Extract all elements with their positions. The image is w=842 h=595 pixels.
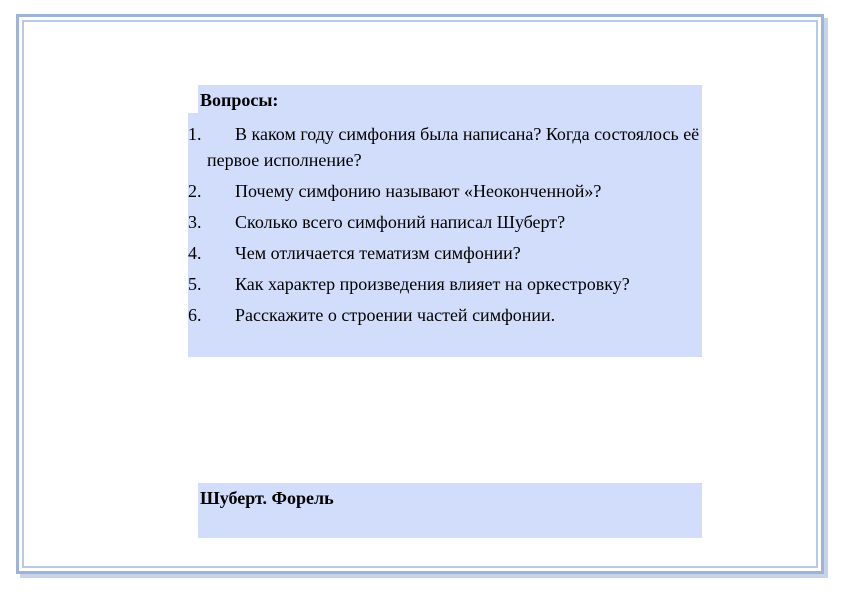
question-text: Сколько всего симфоний написал Шуберт?: [235, 212, 566, 232]
topic-title-box: [198, 483, 702, 538]
question-number: 4.: [188, 243, 202, 263]
question-number: 1.: [188, 124, 202, 144]
frame-shadow-right: [824, 18, 828, 578]
question-item: [188, 302, 702, 328]
question-text: Почему симфонию называют «Неоконченной»?: [235, 181, 602, 201]
topic-title: Шуберт. Форель: [200, 488, 334, 508]
question-number: 6.: [188, 305, 202, 325]
question-text: Расскажите о строении частей симфонии.: [235, 305, 556, 325]
questions-title: Вопросы:: [200, 90, 279, 110]
question-number: 2.: [188, 181, 202, 201]
question-number: 3.: [188, 212, 202, 232]
question-item: [188, 271, 702, 297]
question-item: [188, 240, 702, 266]
frame-shadow-bottom: [20, 574, 828, 578]
question-text: Чем отличается тематизм симфонии?: [235, 243, 521, 263]
questions-block: [188, 85, 702, 357]
question-item: [188, 121, 702, 173]
questions-list: [188, 121, 702, 333]
question-text: В каком году симфония была написана? Когда состоялось её первое исполнение?: [207, 124, 700, 170]
question-number: 5.: [188, 274, 202, 294]
question-text: Как характер произведения влияет на оркестровку?: [235, 274, 630, 294]
question-item: [188, 178, 702, 204]
question-item: [188, 209, 702, 235]
